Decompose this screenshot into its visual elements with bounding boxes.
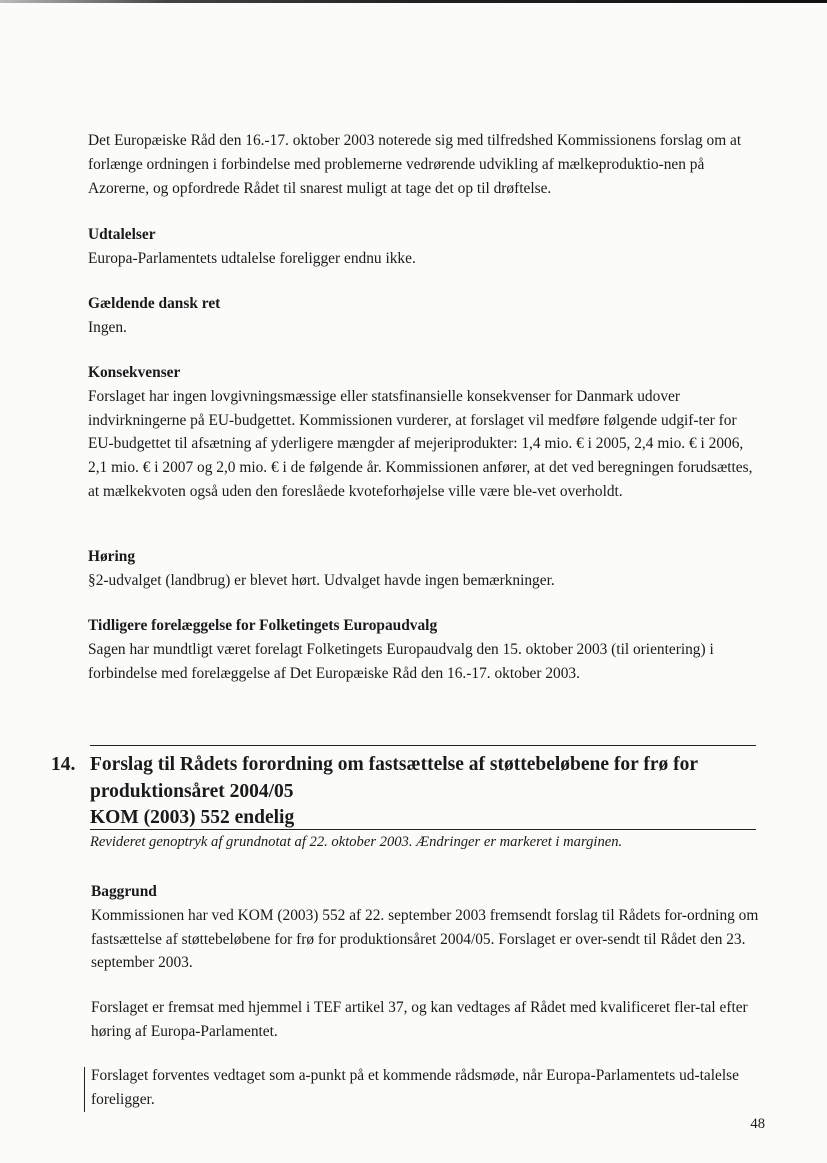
text-udtalelser: Europa-Parlamentets udtalelse foreligger endnu ikke. (88, 249, 416, 267)
heading-udtalelser: Udtalelser (88, 226, 156, 243)
section-top-rule (90, 745, 756, 746)
section-bottom-rule (90, 829, 756, 830)
text-gaeldende-dansk-ret: Ingen. (88, 318, 127, 336)
text-baggrund-1: Kommissionen har ved KOM (2003) 552 af 22. september 2003 fremsendt forslag til Rådets for-ordning om fastsættelse af støttebeløbene for frø for produktionsåret 2004/05. Forslaget er over-sendt til Rådet den 23. september 2003. (91, 906, 759, 972)
section-konsekvenser (88, 361, 763, 504)
section-title-text: Forslag til Rådets forordning om fastsættelse af støttebeløbene for frø for produktionsåret 2004/05 (90, 754, 698, 802)
change-margin-marker (84, 1067, 85, 1112)
scan-edge (0, 0, 827, 3)
section-title (90, 752, 770, 832)
text-tidligere-forelaeggelse: Sagen har mundtligt været forelagt Folketingets Europaudvalg den 15. oktober 2003 (til orientering) i forbindelse med forelæggelse af Det Europæiske Råd den 16.-17. oktober 2003. (88, 640, 714, 682)
page-number: 48 (750, 1116, 765, 1132)
intro-text: Det Europæiske Råd den 16.-17. oktober 2003 noterede sig med tilfredshed Kommissionens forslag om at forlænge ordningen i forbindelse med problemerne vedrørende udvikling af mælkeproduktio-nen på Azorerne, og opfordrede Rådet til snarest muligt at tage det op til drøftelse. (88, 132, 742, 197)
heading-baggrund: Baggrund (91, 883, 157, 900)
section-horing (88, 545, 763, 593)
section-gaeldende-dansk-ret (88, 292, 763, 340)
section-udtalelser (88, 223, 763, 271)
section-kom-reference: KOM (2003) 552 endelig (90, 807, 295, 828)
baggrund-paragraph-3 (91, 1064, 766, 1112)
text-baggrund-2: Forslaget er fremsat med hjemmel i TEF artikel 37, og kan vedtages af Rådet med kvalificeret fler-tal efter høring af Europa-Parlamentet. (91, 999, 748, 1040)
heading-horing: Høring (88, 548, 136, 565)
text-baggrund-3: Forslaget forventes vedtaget som a-punkt på et kommende rådsmøde, når Europa-Parlamentets ud-talelse foreligger. (91, 1067, 739, 1108)
text-konsekvenser: Forslaget har ingen lovgivningsmæssige eller statsfinansielle konsekvenser for Danmark udover indvirkningerne på EU-budgettet. Kommissionen vurderer, at forslaget vil medføre følgende udgif-ter for EU-budgettet til afsætning af yderligere mængder af mejeriprodukter: 1,4 mio. € i 2005, 2,4 mio. € i 2006, 2,1 mio. € i 2007 og 2,0 mio. € i de følgende år. Kommissionen anfører, at det ved beregningen forudsættes, at mælkekvoten også uden den foreslåede kvoteforhøjelse ville være ble-vet overholdt. (88, 387, 753, 500)
section-tidligere-forelaeggelse (88, 614, 763, 685)
section-number: 14. (51, 754, 76, 775)
heading-tidligere-forelaeggelse: Tidligere forelæggelse for Folketingets Europaudvalg (88, 617, 438, 634)
revised-note: Revideret genoptryk af grundnotat af 22. oktober 2003. Ændringer er markeret i marginen. (90, 834, 623, 850)
heading-gaeldende-dansk-ret: Gældende dansk ret (88, 295, 221, 312)
intro-paragraph (88, 129, 763, 200)
section-baggrund (91, 880, 766, 975)
heading-konsekvenser: Konsekvenser (88, 364, 181, 381)
baggrund-paragraph-2 (91, 996, 766, 1044)
text-horing: §2-udvalget (landbrug) er blevet hørt. Udvalget havde ingen bemærkninger. (88, 571, 555, 589)
